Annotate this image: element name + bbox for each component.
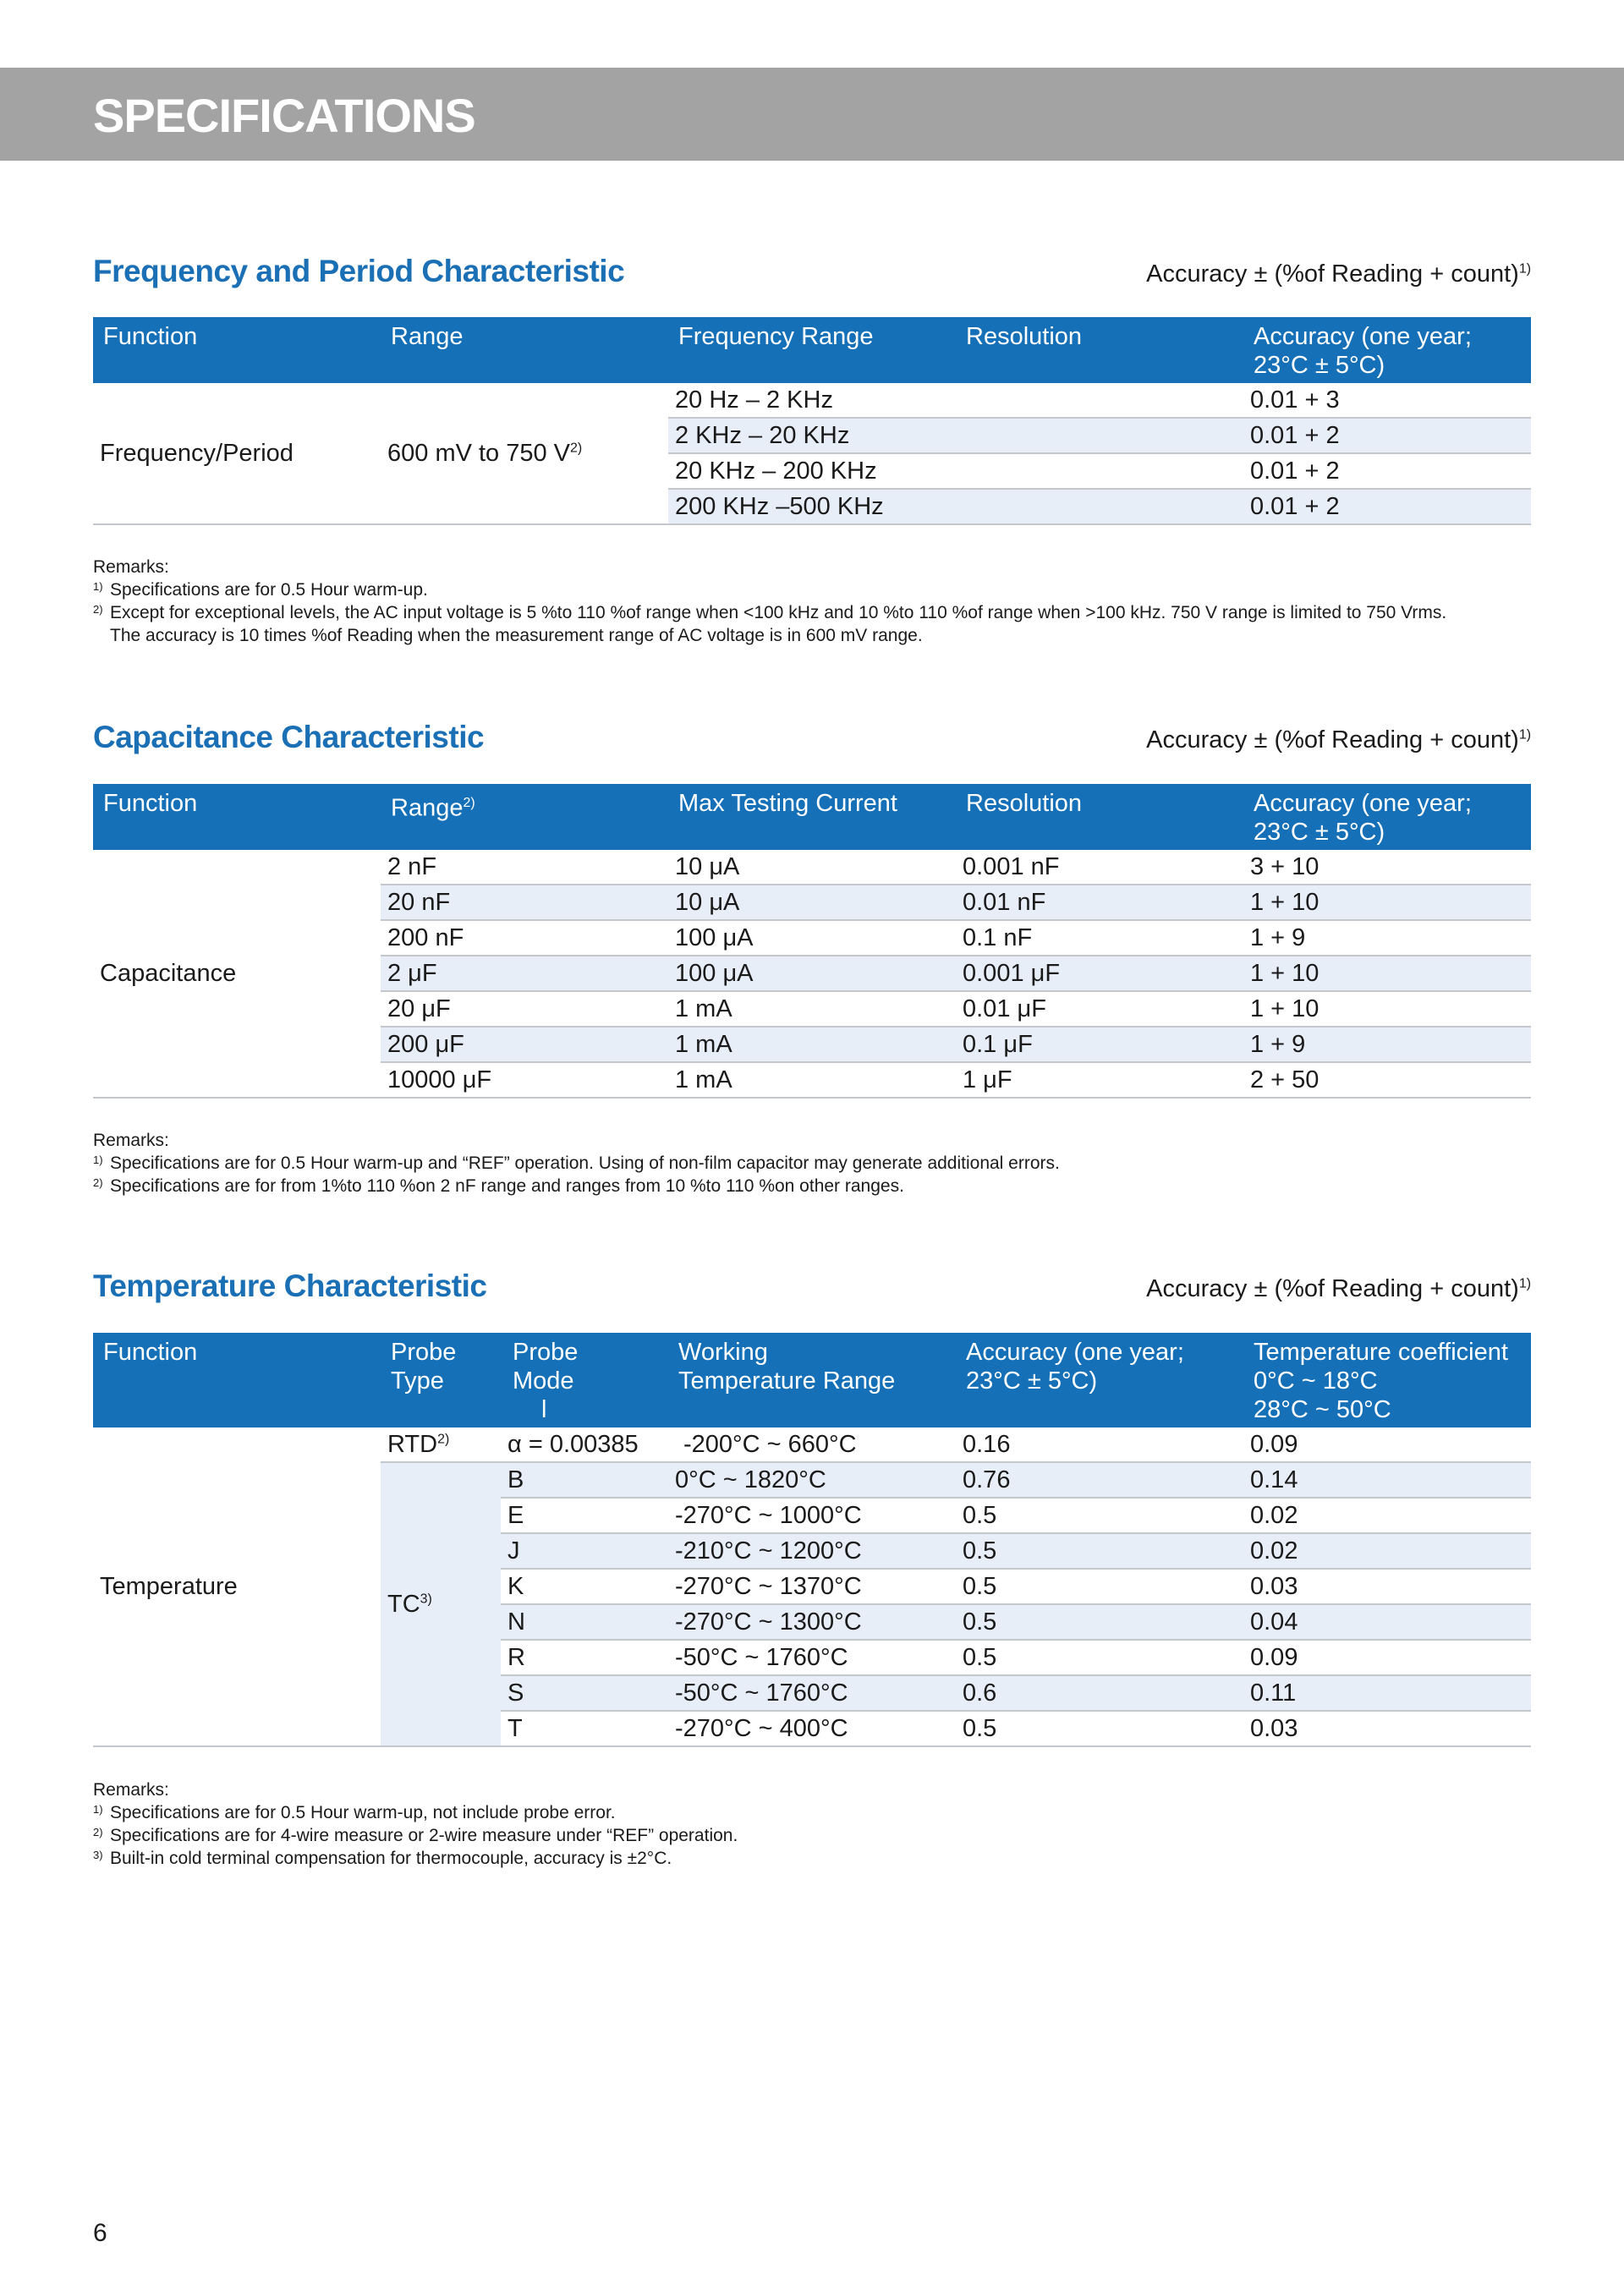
remark-text: Specifications are for 0.5 Hour warm-up and “REF” operation. Using of non-film capacitor may generate additional errors. [110,1153,1060,1173]
accuracy-cell: 0.5 [956,1569,1243,1604]
coefficient-cell: 0.03 [1243,1711,1531,1746]
remarks-label: Remarks: [93,1780,169,1800]
current-cell: 100 μA [668,956,956,991]
footnote-marker: 2) [93,1826,103,1838]
function-cell: Capacitance [93,850,381,1098]
footnote-marker: 3) [420,1592,432,1607]
res-cell: 0.1 nF [956,920,1243,956]
working-range-cell: -270°C ~ 1300°C [668,1604,956,1640]
remark-item [93,1801,738,1824]
current-cell: 10 μA [668,885,956,920]
footnote-marker: 1) [93,580,103,593]
coefficient-cell: 0.14 [1243,1462,1531,1498]
working-range-cell: -270°C ~ 400°C [668,1711,956,1746]
accuracy-cell: 0.5 [956,1640,1243,1675]
coefficient-cell: 0.02 [1243,1498,1531,1533]
probe-mode-cell: B [501,1462,668,1498]
page-title: SPECIFICATIONS [93,89,475,142]
resolution-cell [956,418,1243,453]
working-range-cell: -270°C ~ 1000°C [668,1498,956,1533]
remarks-label: Remarks: [93,557,169,577]
footnote-marker: 2) [570,441,583,456]
footnote-marker: 3) [93,1849,103,1861]
resolution-cell [956,453,1243,489]
accuracy-cell: 0.5 [956,1533,1243,1569]
range-cell: 20 μF [381,991,668,1027]
range-cell: 200 nF [381,920,668,956]
header-cell: Probe Mode l [501,1333,668,1427]
resolution-cell [956,489,1243,524]
remark-item [93,1847,738,1870]
table-row [93,850,1531,885]
res-cell: 1 μF [956,1062,1243,1098]
coefficient-cell: 0.09 [1243,1640,1531,1675]
accuracy-cell: 0.01 + 2 [1243,418,1531,453]
header-cell: Function [93,317,381,383]
footnote-marker: 1) [93,1803,103,1816]
remark-text: The accuracy is 10 times %of Reading when the measurement range of AC voltage is in 600 mV range. [110,626,923,645]
function-cell: Temperature [93,1427,381,1746]
working-range-cell: 0°C ~ 1820°C [668,1462,956,1498]
header-cell: Max Testing Current [668,784,956,850]
range-cell: 20 nF [381,885,668,920]
res-cell: 0.01 μF [956,991,1243,1027]
current-cell: 1 mA [668,991,956,1027]
probe-mode-cell: α = 0.00385 [501,1427,668,1462]
probe-type-cell [381,1427,501,1462]
current-cell: 100 μA [668,920,956,956]
table-row [93,383,1531,418]
accuracy-cell: 0.01 + 2 [1243,489,1531,524]
header-cell: Function [93,784,381,850]
probe-mode-cell: T [501,1711,668,1746]
acc-cell: 3 + 10 [1243,850,1531,885]
remark-text: Specifications are for 4-wire measure or 2-wire measure under “REF” operation. [110,1826,738,1845]
acc-cell: 1 + 10 [1243,991,1531,1027]
probe-mode-cell: R [501,1640,668,1675]
acc-cell: 1 + 9 [1243,920,1531,956]
coefficient-cell: 0.04 [1243,1604,1531,1640]
working-range-cell: -50°C ~ 1760°C [668,1675,956,1711]
section-title: Frequency and Period Characteristic [93,254,625,288]
frequency-range-cell: 20 KHz – 200 KHz [668,453,956,489]
accuracy-cell: 0.6 [956,1675,1243,1711]
current-cell: 1 mA [668,1062,956,1098]
probe-type-value: RTD [387,1431,438,1458]
coefficient-cell: 0.09 [1243,1427,1531,1462]
accuracy-cell: 0.01 + 3 [1243,383,1531,418]
probe-mode-cell: N [501,1604,668,1640]
frequency-range-cell: 20 Hz – 2 KHz [668,383,956,418]
function-cell: Frequency/Period [93,383,381,524]
current-cell: 10 μA [668,850,956,885]
footnote-marker: 2) [93,1176,103,1189]
probe-mode-cell: E [501,1498,668,1533]
section-title: Temperature Characteristic [93,1269,487,1303]
header-cell: Working Temperature Range [668,1333,956,1427]
footnote-marker: 1) [93,1153,103,1166]
frequency-range-cell: 200 KHz –500 KHz [668,489,956,524]
accuracy-note: Accuracy ± (%of Reading + count)$^{1)}$ [1146,1275,1531,1302]
remarks [93,1129,1060,1197]
remark-text: Built-in cold terminal compensation for thermocouple, accuracy is ±2°C. [110,1849,672,1868]
remarks [93,1778,738,1870]
footnote-marker: 2) [93,603,103,616]
accuracy-cell: 0.01 + 2 [1243,453,1531,489]
acc-cell: 1 + 9 [1243,1027,1531,1062]
probe-mode-cell: K [501,1569,668,1604]
probe-type-cell [381,1462,501,1746]
remark-text: Specifications are for 0.5 Hour warm-up. [110,580,428,600]
probe-mode-cell: J [501,1533,668,1569]
header-cell: Resolution [956,784,1243,850]
header-cell: Probe Type [381,1333,501,1427]
page-number: 6 [93,2219,107,2247]
accuracy-cell: 0.16 [956,1427,1243,1462]
range-cell: 10000 μF [381,1062,668,1098]
res-cell: 0.001 nF [956,850,1243,885]
accuracy-cell: 0.5 [956,1711,1243,1746]
header-cell: Accuracy (one year; 23°C ± 5°C) [1243,317,1531,383]
remarks [93,556,1446,647]
coefficient-cell: 0.11 [1243,1675,1531,1711]
remark-text: Except for exceptional levels, the AC input voltage is 5 %to 110 %of range when <100 kHz and 10 %to 110 %of range when >100 kHz. 750 V range is limited to 750 Vrms. [110,603,1447,622]
coefficient-cell: 0.03 [1243,1569,1531,1604]
range-cell [381,383,668,524]
header-cell: Accuracy (one year; 23°C ± 5°C) [956,1333,1243,1427]
remark-text: Specifications are for from 1%to 110 %on 2 nF range and ranges from 10 %to 110 %on other ranges. [110,1176,904,1196]
probe-mode-cell: S [501,1675,668,1711]
working-range-cell: -200°C ~ 660°C [668,1427,956,1462]
section-title: Capacitance Characteristic [93,720,485,754]
temperature-table [93,1333,1531,1747]
probe-type-value: TC [387,1591,420,1618]
resolution-cell [956,383,1243,418]
res-cell: 0.01 nF [956,885,1243,920]
range-cell: 2 nF [381,850,668,885]
current-cell: 1 mA [668,1027,956,1062]
remark-text: Specifications are for 0.5 Hour warm-up, not include probe error. [110,1803,616,1822]
remarks-label: Remarks: [93,1131,169,1150]
capacitance-table [93,784,1531,1099]
footnote-marker: 2) [437,1432,450,1447]
range-cell: 200 μF [381,1027,668,1062]
header-cell: Range [381,317,668,383]
header-banner [0,68,1624,161]
accuracy-note: Accuracy ± (%of Reading + count)$^{1)}$ [1146,726,1531,753]
header-cell: Frequency Range [668,317,956,383]
working-range-cell: -210°C ~ 1200°C [668,1533,956,1569]
res-cell: 0.1 μF [956,1027,1243,1062]
coefficient-cell: 0.02 [1243,1533,1531,1569]
header-cell: Resolution [956,317,1243,383]
remark-item [93,1824,738,1847]
frequency-table [93,317,1531,525]
accuracy-note: Accuracy ± (%of Reading + count)$^{1)}$ [1146,260,1531,288]
header-cell: Accuracy (one year; 23°C ± 5°C) [1243,784,1531,850]
table-row [93,1427,1531,1462]
accuracy-cell: 0.5 [956,1604,1243,1640]
range-value: 600 mV to 750 V [387,440,571,467]
header-cell: Temperature coefficient 0°C ~ 18°C 28°C ~ 50°C [1243,1333,1531,1427]
res-cell: 0.001 μF [956,956,1243,991]
accuracy-cell: 0.5 [956,1498,1243,1533]
remark-item [93,1152,1060,1175]
working-range-cell: -270°C ~ 1370°C [668,1569,956,1604]
acc-cell: 1 + 10 [1243,885,1531,920]
remark-item [93,1175,1060,1197]
acc-cell: 2 + 50 [1243,1062,1531,1098]
remark-item [93,578,1446,601]
header-cell: Function [93,1333,381,1427]
frequency-range-cell: 2 KHz – 20 KHz [668,418,956,453]
accuracy-cell: 0.76 [956,1462,1243,1498]
header-cell: Range$^{2)}$ [381,784,668,850]
remark-item [93,601,1446,647]
range-cell: 2 μF [381,956,668,991]
working-range-cell: -50°C ~ 1760°C [668,1640,956,1675]
acc-cell: 1 + 10 [1243,956,1531,991]
